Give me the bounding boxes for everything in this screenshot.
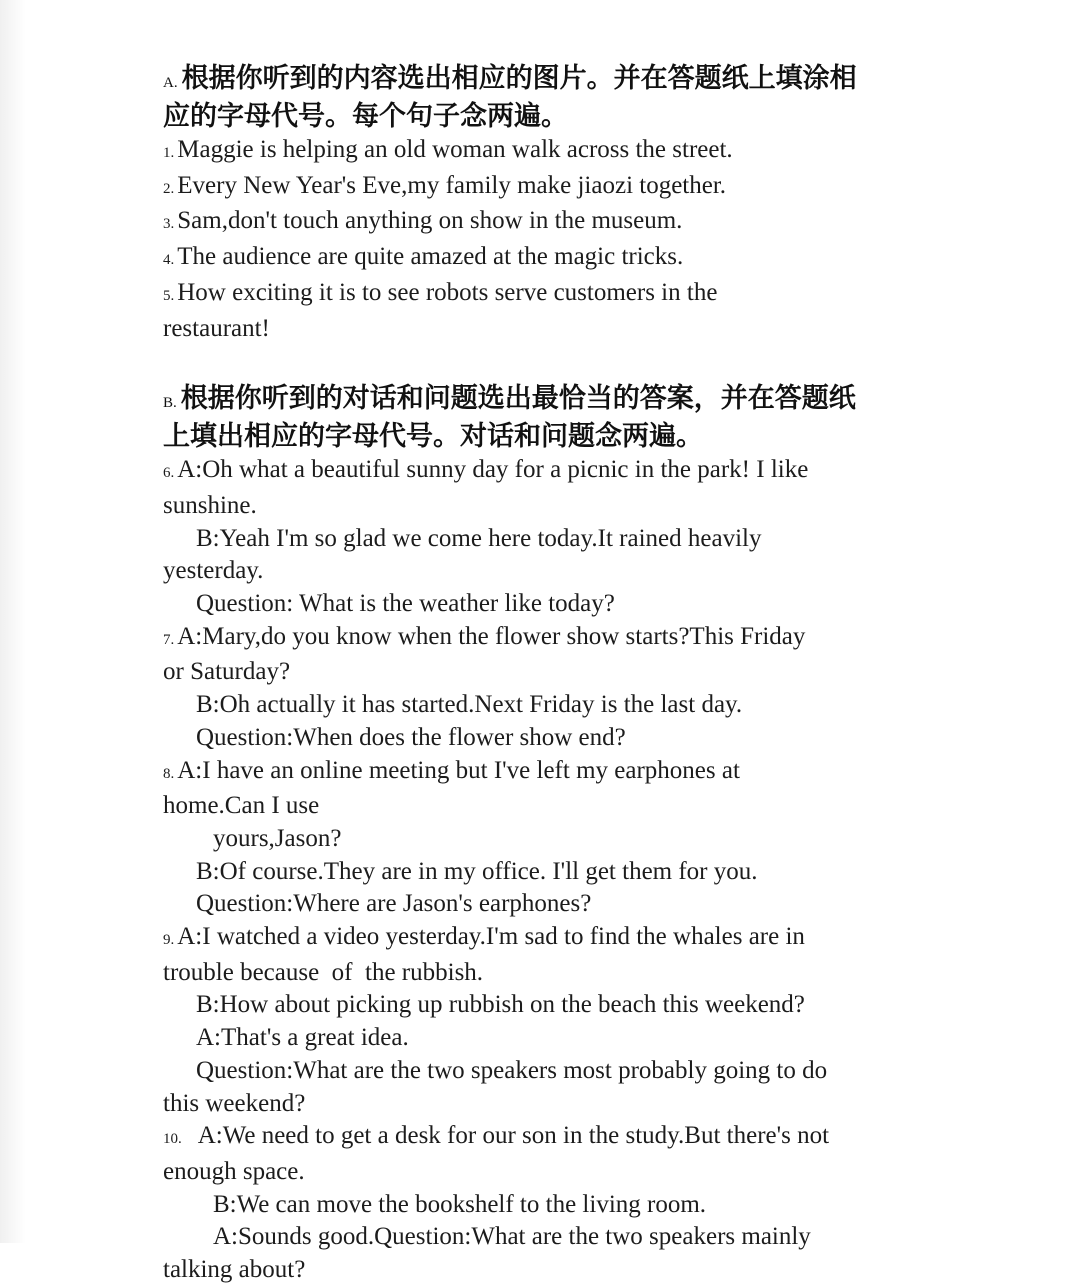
section-a-label: A. xyxy=(163,75,178,91)
line-a: 10. A:We need to get a desk for our son in the study.But there's not xyxy=(163,1122,830,1150)
listening-script xyxy=(163,62,923,1287)
line-a: A:Sounds good.Question:What are the two speakers mainly xyxy=(213,1223,811,1251)
line-continued: home.Can I use xyxy=(163,792,320,820)
line-a: 8. A:I have an online meeting but I've left my earphones at xyxy=(163,756,740,784)
item-5-continued: restaurant! xyxy=(163,314,270,342)
line-b: B:Of course.They are in my office. I'll get them for you. xyxy=(196,857,758,885)
line-b: B:Yeah I'm so glad we come here today.It rained heavily xyxy=(196,524,762,552)
line-b: B:We can move the bookshelf to the living room. xyxy=(213,1190,707,1218)
section-a-heading-line2: 应的字母代号。每个句子念两遍。 xyxy=(163,101,568,132)
line-continued: this weekend? xyxy=(163,1089,306,1117)
section-b xyxy=(163,382,923,1287)
section-b-label: B. xyxy=(163,395,177,412)
item-4: 4. The audience are quite amazed at the magic tricks. xyxy=(163,243,684,271)
dialogue-9 xyxy=(163,921,923,1120)
question-line: Question: What is the weather like today? xyxy=(196,590,615,618)
item-3: 3. Sam,don't touch anything on show in the museum. xyxy=(163,207,683,235)
section-a xyxy=(163,62,923,345)
section-b-heading-line2: 上填出相应的字母代号。对话和问题念两遍。 xyxy=(163,421,703,453)
question-line: Question:What are the two speakers most probably going to do xyxy=(196,1056,828,1084)
question-line: Question:Where are Jason's earphones? xyxy=(196,890,592,918)
section-b-heading: B. 根据你听到的对话和问题选出最恰当的答案，并在答题纸 xyxy=(163,383,856,415)
dialogue-8 xyxy=(163,755,923,922)
line-continued: sunshine. xyxy=(163,491,257,519)
line-a: A:That's a great idea. xyxy=(196,1024,409,1052)
line-a: 7. A:Mary,do you know when the flower show starts?This Friday xyxy=(163,622,806,650)
item-2: 2. Every New Year's Eve,my family make jiaozi together. xyxy=(163,171,727,199)
line-a: 6. A:Oh what a beautiful sunny day for a picnic in the park! I like xyxy=(163,456,809,484)
line-b: B:Oh actually it has started.Next Friday is the last day. xyxy=(196,691,743,719)
section-a-heading: A. 根据你听到的内容选出相应的图片。并在答题纸上填涂相 xyxy=(163,63,857,94)
dialogue-10 xyxy=(163,1120,923,1287)
line-continued: trouble because of the rubbish. xyxy=(163,958,484,986)
line-continued: yours,Jason? xyxy=(213,824,342,852)
line-continued: enough space. xyxy=(163,1157,305,1185)
question-line: Question:When does the flower show end? xyxy=(196,723,626,751)
line-continued: or Saturday? xyxy=(163,658,291,686)
dialogue-7 xyxy=(163,621,923,755)
line-continued: talking about? xyxy=(163,1256,306,1284)
dialogue-6 xyxy=(163,454,923,621)
line-a: 9. A:I watched a video yesterday.I'm sad to find the whales are in xyxy=(163,923,805,951)
line-b: B:How about picking up rubbish on the beach this weekend? xyxy=(196,991,805,1019)
line-continued: yesterday. xyxy=(163,557,264,585)
item-1: 1. Maggie is helping an old woman walk across the street. xyxy=(163,136,733,163)
item-5: 5. How exciting it is to see robots serve customers in the xyxy=(163,278,718,306)
